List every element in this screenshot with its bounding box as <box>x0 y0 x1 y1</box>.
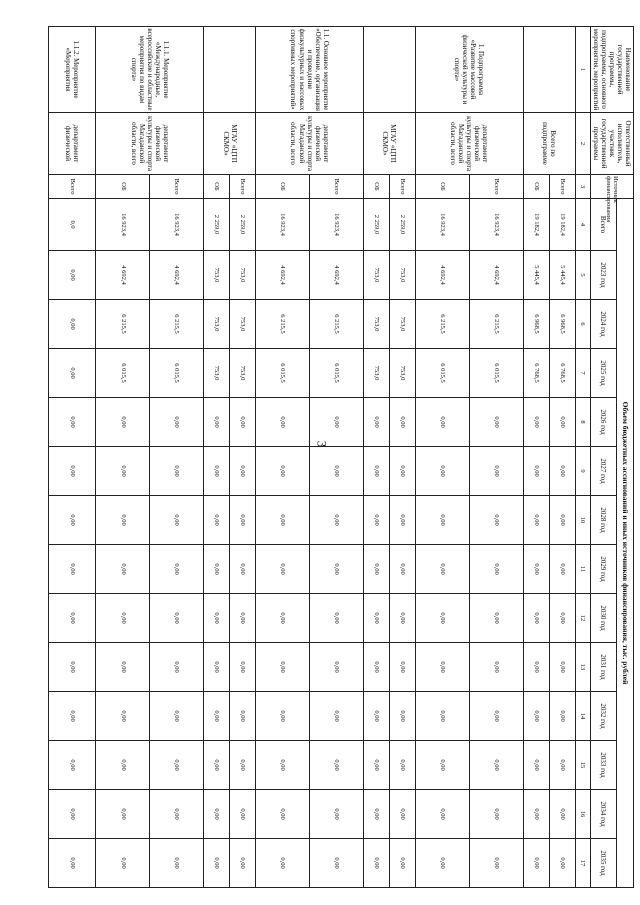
header-year: 2034 год <box>590 790 616 839</box>
value-cell: 0,00 <box>48 349 96 398</box>
source-cell: Всего <box>389 175 415 199</box>
column-number: 11 <box>575 545 590 594</box>
header-year: 2030 год <box>590 594 616 643</box>
value-cell: 0,00 <box>310 398 364 447</box>
value-cell: 0,00 <box>549 594 575 643</box>
value-cell: 6 215,5 <box>96 300 150 349</box>
value-cell: 0,00 <box>523 741 549 790</box>
program-name-cell: 1. Подпрограмма «Развитие массовой физической культуры и спорта» <box>416 27 524 113</box>
value-cell: 0,00 <box>549 496 575 545</box>
value-cell: 6 215,5 <box>310 300 364 349</box>
value-cell: 0,00 <box>363 692 389 741</box>
value-cell: 0,00 <box>96 496 150 545</box>
value-cell: 0,00 <box>469 839 523 888</box>
value-cell: 0,00 <box>549 741 575 790</box>
value-cell: 16 923,4 <box>150 199 204 251</box>
value-cell: 753,0 <box>230 300 256 349</box>
value-cell: 753,0 <box>363 300 389 349</box>
source-cell: ОБ <box>96 175 150 199</box>
executor-cell: департамент физической <box>48 113 96 175</box>
value-cell: 0,00 <box>256 447 310 496</box>
header-year: 2032 год <box>590 692 616 741</box>
column-number: 9 <box>575 447 590 496</box>
value-cell: 0,00 <box>96 398 150 447</box>
column-number: 17 <box>575 839 590 888</box>
value-cell: 2 259,0 <box>389 199 415 251</box>
value-cell: 0,00 <box>549 839 575 888</box>
value-cell: 0,00 <box>549 692 575 741</box>
column-number: 6 <box>575 300 590 349</box>
source-cell: ОБ <box>363 175 389 199</box>
column-number: 10 <box>575 496 590 545</box>
value-cell: 0,00 <box>310 643 364 692</box>
value-cell: 0,00 <box>416 839 470 888</box>
value-cell: 0,00 <box>150 643 204 692</box>
table-row <box>469 27 523 888</box>
value-cell: 0,00 <box>204 594 230 643</box>
value-cell: 16 923,4 <box>256 199 310 251</box>
value-cell: 4 692,4 <box>469 251 523 300</box>
value-cell: 6 768,5 <box>549 349 575 398</box>
value-cell: 6 015,5 <box>469 349 523 398</box>
value-cell: 0,00 <box>48 447 96 496</box>
column-number: 15 <box>575 741 590 790</box>
header-volume: Объем бюджетных ассигнований и иных источников финансирования, тыс. рублей <box>617 199 634 888</box>
value-cell: 0,00 <box>523 545 549 594</box>
source-cell: ОБ <box>523 175 549 199</box>
source-cell: Всего <box>230 175 256 199</box>
value-cell: 0,00 <box>96 692 150 741</box>
value-cell: 0,00 <box>469 496 523 545</box>
value-cell: 0,00 <box>523 594 549 643</box>
value-cell: 2 259,0 <box>204 199 230 251</box>
value-cell: 0,00 <box>96 741 150 790</box>
value-cell: 0,00 <box>363 594 389 643</box>
header-year: 2024 год <box>590 300 616 349</box>
value-cell: 0,00 <box>230 692 256 741</box>
value-cell: 4 692,4 <box>150 251 204 300</box>
value-cell: 2 259,0 <box>363 199 389 251</box>
value-cell: 0,00 <box>523 643 549 692</box>
value-cell: 0,00 <box>416 790 470 839</box>
value-cell: 4 692,4 <box>96 251 150 300</box>
value-cell: 0,00 <box>416 545 470 594</box>
value-cell: 0,00 <box>416 741 470 790</box>
value-cell: 0,00 <box>150 496 204 545</box>
executor-cell: МГАУ «ЦТП СКМО» <box>363 113 415 175</box>
value-cell: 0,00 <box>48 741 96 790</box>
value-cell: 753,0 <box>204 300 230 349</box>
value-cell: 5 445,4 <box>523 251 549 300</box>
value-cell: 0,00 <box>48 398 96 447</box>
value-cell: 0,00 <box>96 643 150 692</box>
header-year: 2028 год <box>590 496 616 545</box>
value-cell: 0,00 <box>523 496 549 545</box>
value-cell: 0,00 <box>150 741 204 790</box>
value-cell: 0,00 <box>469 398 523 447</box>
value-cell: 6 968,5 <box>523 300 549 349</box>
value-cell: 0,00 <box>416 594 470 643</box>
value-cell: 0,00 <box>416 398 470 447</box>
table-row <box>150 27 204 888</box>
value-cell: 753,0 <box>230 251 256 300</box>
value-cell: 0,00 <box>389 447 415 496</box>
value-cell: 0,00 <box>523 398 549 447</box>
value-cell: 0,00 <box>256 741 310 790</box>
executor-cell: департамент физической культуры и спорта Магаданской области, всего <box>256 113 364 175</box>
value-cell: 753,0 <box>363 251 389 300</box>
value-cell: 0,00 <box>469 447 523 496</box>
value-cell: 6 015,5 <box>256 349 310 398</box>
value-cell: 6 015,5 <box>310 349 364 398</box>
value-cell: 0,00 <box>310 594 364 643</box>
value-cell: 0,00 <box>549 790 575 839</box>
budget-table-sheet <box>63 26 634 886</box>
executor-cell: департамент физической культуры и спорта Магаданской области, всего <box>416 113 524 175</box>
header-year: 2035 год <box>590 839 616 888</box>
header-year: 2031 год <box>590 643 616 692</box>
value-cell: 0,00 <box>363 398 389 447</box>
value-cell: 0,00 <box>549 398 575 447</box>
value-cell: 0,00 <box>204 496 230 545</box>
executor-cell: Всего по подпрограмме <box>523 113 575 175</box>
value-cell: 0,00 <box>549 643 575 692</box>
value-cell: 0,00 <box>389 839 415 888</box>
value-cell: 0,00 <box>523 790 549 839</box>
column-number: 1 <box>575 27 590 113</box>
value-cell: 753,0 <box>389 251 415 300</box>
value-cell: 0,00 <box>204 741 230 790</box>
value-cell: 0,00 <box>363 545 389 594</box>
value-cell: 0,00 <box>256 496 310 545</box>
value-cell: 0,00 <box>230 839 256 888</box>
header-executor: Ответственный исполнитель, участник государственной программы <box>590 113 633 175</box>
value-cell: 0,00 <box>230 594 256 643</box>
header-name: Наименование государственной программы, подпрограммы, основного мероприятия, мероприятий <box>590 27 633 113</box>
header-year: 2027 год <box>590 447 616 496</box>
program-name-cell <box>363 27 415 113</box>
value-cell: 0,00 <box>204 692 230 741</box>
header-year: 2029 год <box>590 545 616 594</box>
value-cell: 0,00 <box>389 545 415 594</box>
value-cell: 0,00 <box>389 692 415 741</box>
table-row <box>549 27 575 888</box>
header-year: 2023 год <box>590 251 616 300</box>
column-number: 4 <box>575 199 590 251</box>
value-cell: 0,00 <box>523 447 549 496</box>
value-cell: 0,00 <box>469 741 523 790</box>
value-cell: 0,00 <box>96 594 150 643</box>
value-cell: 2 259,0 <box>230 199 256 251</box>
value-cell: 0,00 <box>416 692 470 741</box>
source-cell: Всего <box>310 175 364 199</box>
value-cell: 0,00 <box>256 594 310 643</box>
value-cell: 0,00 <box>363 790 389 839</box>
value-cell: 0,00 <box>416 643 470 692</box>
value-cell: 0,00 <box>363 496 389 545</box>
value-cell: 0,00 <box>416 496 470 545</box>
value-cell: 0,00 <box>96 447 150 496</box>
value-cell: 0,00 <box>310 839 364 888</box>
value-cell: 19 182,4 <box>523 199 549 251</box>
value-cell: 0,00 <box>363 839 389 888</box>
value-cell: 4 692,4 <box>416 251 470 300</box>
value-cell: 0,00 <box>310 741 364 790</box>
budget-table <box>48 26 634 888</box>
value-cell: 16 923,4 <box>416 199 470 251</box>
value-cell: 0,00 <box>48 790 96 839</box>
value-cell: 0,00 <box>523 839 549 888</box>
value-cell: 6 215,5 <box>469 300 523 349</box>
value-cell: 6 215,5 <box>416 300 470 349</box>
value-cell: 0,00 <box>469 643 523 692</box>
value-cell: 0,00 <box>310 692 364 741</box>
value-cell: 0,0 <box>48 199 96 251</box>
source-cell: Всего <box>549 175 575 199</box>
value-cell: 0,00 <box>469 594 523 643</box>
value-cell: 6 015,5 <box>150 349 204 398</box>
value-cell: 0,00 <box>230 545 256 594</box>
column-number: 16 <box>575 790 590 839</box>
value-cell: 16 923,4 <box>469 199 523 251</box>
value-cell: 0,00 <box>204 545 230 594</box>
value-cell: 0,00 <box>230 447 256 496</box>
value-cell: 0,00 <box>256 398 310 447</box>
value-cell: 0,00 <box>310 496 364 545</box>
value-cell: 0,00 <box>389 398 415 447</box>
program-name-cell: 1.1. Основное мероприятие «Обеспечение, организация и проведение физкультурных и массовых спортивных мероприятий» <box>256 27 364 113</box>
source-cell: Всего <box>48 175 96 199</box>
column-number: 7 <box>575 349 590 398</box>
value-cell: 0,00 <box>363 643 389 692</box>
value-cell: 0,00 <box>549 545 575 594</box>
value-cell: 0,00 <box>230 741 256 790</box>
value-cell: 0,00 <box>230 790 256 839</box>
value-cell: 0,00 <box>96 545 150 594</box>
value-cell: 0,00 <box>256 839 310 888</box>
value-cell: 0,00 <box>150 594 204 643</box>
value-cell: 0,00 <box>469 692 523 741</box>
value-cell: 0,00 <box>150 398 204 447</box>
value-cell: 0,00 <box>389 496 415 545</box>
value-cell: 0,00 <box>549 447 575 496</box>
value-cell: 0,00 <box>469 790 523 839</box>
value-cell: 0,00 <box>389 594 415 643</box>
executor-cell: МГАУ «ЦТП СКМО» <box>204 113 256 175</box>
value-cell: 0,00 <box>96 839 150 888</box>
column-number: 14 <box>575 692 590 741</box>
value-cell: 0,00 <box>48 692 96 741</box>
source-cell: ОБ <box>256 175 310 199</box>
value-cell: 753,0 <box>230 349 256 398</box>
executor-cell: департамент физической культуры и спорта Магаданской области, всего <box>96 113 204 175</box>
program-name-cell <box>204 27 256 113</box>
program-name-cell: 1.1.2. Мероприятие «Мероприятия <box>48 27 96 113</box>
source-cell: Всего <box>469 175 523 199</box>
table-row <box>230 27 256 888</box>
value-cell: 0,00 <box>523 692 549 741</box>
value-cell: 0,00 <box>96 790 150 839</box>
value-cell: 0,00 <box>204 839 230 888</box>
value-cell: 0,00 <box>204 643 230 692</box>
value-cell: 0,00 <box>256 790 310 839</box>
column-number: 8 <box>575 398 590 447</box>
value-cell: 0,00 <box>150 839 204 888</box>
value-cell: 6 215,5 <box>150 300 204 349</box>
value-cell: 6 215,5 <box>256 300 310 349</box>
value-cell: 0,00 <box>256 643 310 692</box>
value-cell: 0,00 <box>389 741 415 790</box>
value-cell: 0,00 <box>310 545 364 594</box>
value-cell: 0,00 <box>150 790 204 839</box>
table-row <box>48 27 96 888</box>
program-name-cell <box>523 27 575 113</box>
value-cell: 4 692,4 <box>310 251 364 300</box>
value-cell: 6 015,5 <box>96 349 150 398</box>
value-cell: 0,00 <box>48 251 96 300</box>
value-cell: 0,00 <box>150 545 204 594</box>
value-cell: 0,00 <box>389 790 415 839</box>
value-cell: 753,0 <box>204 349 230 398</box>
header-total: Всего <box>590 199 616 251</box>
value-cell: 0,00 <box>48 300 96 349</box>
source-cell: ОБ <box>416 175 470 199</box>
value-cell: 0,00 <box>48 643 96 692</box>
value-cell: 6 968,5 <box>549 300 575 349</box>
column-number: 12 <box>575 594 590 643</box>
value-cell: 16 923,4 <box>96 199 150 251</box>
column-number: 3 <box>575 175 590 199</box>
source-cell: ОБ <box>204 175 230 199</box>
value-cell: 0,00 <box>310 790 364 839</box>
value-cell: 0,00 <box>310 447 364 496</box>
table-row <box>389 27 415 888</box>
value-cell: 0,00 <box>230 643 256 692</box>
value-cell: 0,00 <box>389 643 415 692</box>
value-cell: 0,00 <box>48 594 96 643</box>
header-source: Источник финансирования <box>590 175 633 199</box>
table-row <box>310 27 364 888</box>
value-cell: 6 768,5 <box>523 349 549 398</box>
value-cell: 6 015,5 <box>416 349 470 398</box>
value-cell: 0,00 <box>256 545 310 594</box>
value-cell: 0,00 <box>363 741 389 790</box>
column-number: 13 <box>575 643 590 692</box>
value-cell: 0,00 <box>150 447 204 496</box>
header-year: 2033 год <box>590 741 616 790</box>
value-cell: 0,00 <box>48 545 96 594</box>
header-year: 2025 год <box>590 349 616 398</box>
value-cell: 0,00 <box>416 447 470 496</box>
value-cell: 753,0 <box>363 349 389 398</box>
value-cell: 753,0 <box>389 300 415 349</box>
value-cell: 0,00 <box>204 447 230 496</box>
value-cell: 0,00 <box>48 839 96 888</box>
value-cell: 0,00 <box>204 398 230 447</box>
value-cell: 753,0 <box>389 349 415 398</box>
value-cell: 0,00 <box>150 692 204 741</box>
value-cell: 0,00 <box>469 545 523 594</box>
value-cell: 5 445,4 <box>549 251 575 300</box>
value-cell: 753,0 <box>204 251 230 300</box>
value-cell: 0,00 <box>48 496 96 545</box>
page-number: 3 <box>314 440 330 448</box>
program-name-cell: 1.1.1. Мероприятие «Международные, всероссийские и областные мероприятия по видам спорта» <box>96 27 204 113</box>
value-cell: 0,00 <box>256 692 310 741</box>
header-year: 2026 год <box>590 398 616 447</box>
source-cell: Всего <box>150 175 204 199</box>
value-cell: 16 923,4 <box>310 199 364 251</box>
value-cell: 0,00 <box>230 398 256 447</box>
value-cell: 19 182,4 <box>549 199 575 251</box>
value-cell: 0,00 <box>363 447 389 496</box>
column-number: 2 <box>575 113 590 175</box>
column-number: 5 <box>575 251 590 300</box>
value-cell: 0,00 <box>230 496 256 545</box>
value-cell: 0,00 <box>204 790 230 839</box>
value-cell: 4 692,4 <box>256 251 310 300</box>
